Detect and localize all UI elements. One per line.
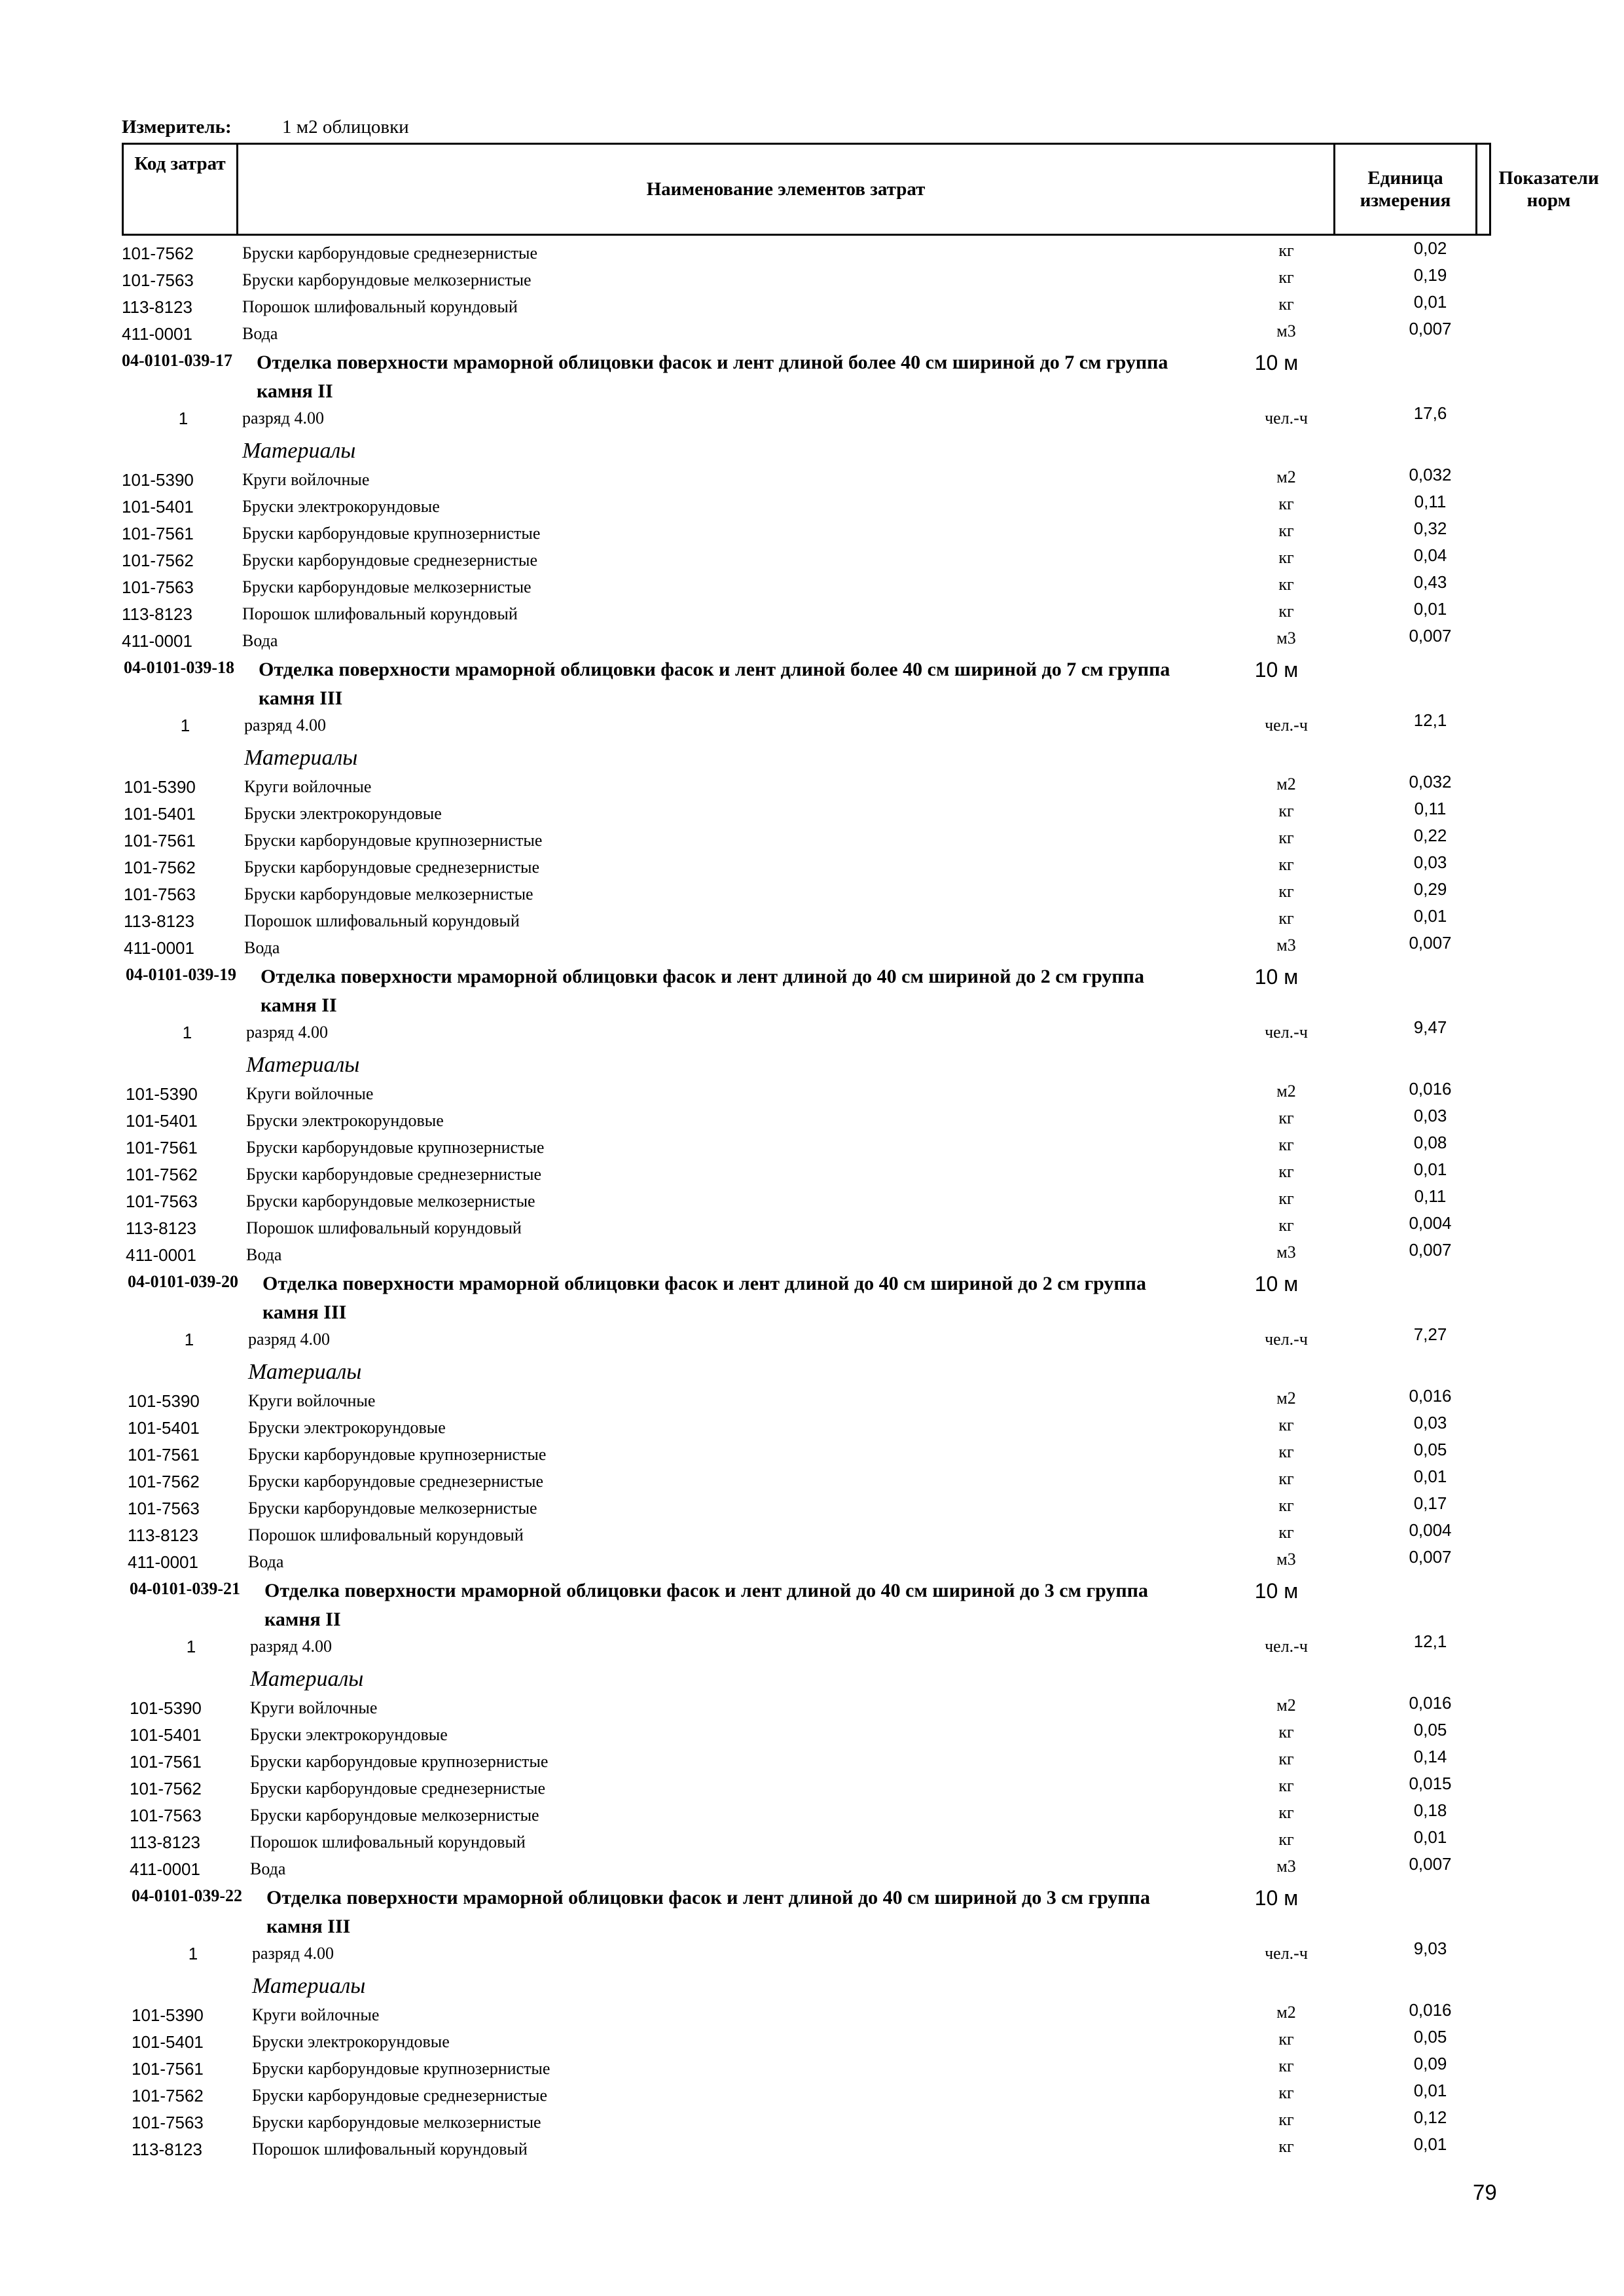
element-name: Вода: [250, 1859, 286, 1878]
element-name: Бруски карборундовые среднезернистые: [250, 1779, 546, 1798]
element-name: Бруски электрокорундовые: [246, 1111, 444, 1130]
element-name: Бруски карборундовые среднезернистые: [244, 858, 540, 877]
norm-value: 0,11: [1414, 1186, 1447, 1206]
cost-code: 113-8123: [122, 604, 192, 624]
element-name: Порошок шлифовальный корундовый: [242, 297, 518, 316]
norm-value: 0,32: [1413, 519, 1447, 538]
unit-of-measure: кг: [1278, 882, 1294, 901]
norm-value: 9,03: [1413, 1939, 1447, 1958]
norm-value: 0,05: [1413, 2027, 1447, 2047]
norm-value: 0,032: [1409, 772, 1452, 792]
norm-value: 0,01: [1413, 906, 1447, 926]
cost-code: 101-5390: [124, 777, 196, 797]
element-name: разряд 4.00: [252, 1944, 334, 1963]
norm-value: 0,09: [1413, 2054, 1447, 2073]
element-name: Бруски карборундовые крупнозернистые: [246, 1138, 545, 1157]
cost-code: 411-0001: [122, 324, 192, 344]
cost-code: 411-0001: [122, 631, 192, 651]
unit-of-measure: м3: [1276, 1550, 1296, 1569]
norm-value: 0,11: [1414, 492, 1447, 511]
header-norm: Показатели норм: [1498, 168, 1599, 211]
cost-code: 113-8123: [130, 1832, 200, 1852]
cost-code: 113-8123: [124, 911, 194, 931]
materials-heading: Материалы: [244, 746, 358, 770]
cost-code: 04-0101-039-17: [122, 351, 232, 370]
cost-code: 101-5390: [128, 1391, 200, 1411]
element-name: Бруски карборундовые мелкозернистые: [244, 884, 533, 903]
norm-value: 0,12: [1413, 2107, 1447, 2127]
materials-heading: Материалы: [252, 1974, 366, 1998]
unit-of-measure: кг: [1278, 268, 1294, 287]
element-name: Круги войлочные: [252, 2005, 380, 2024]
cost-code: 101-7562: [126, 1165, 198, 1184]
cost-code: 101-7561: [126, 1138, 198, 1157]
norm-value: 0,14: [1413, 1747, 1447, 1766]
unit-of-measure: м2: [1276, 1696, 1296, 1715]
element-name: Круги войлочные: [250, 1698, 378, 1717]
cost-code: 411-0001: [130, 1859, 200, 1879]
unit-of-measure: кг: [1278, 295, 1294, 314]
header-cost-code: Код затрат: [124, 145, 238, 234]
cost-code: 113-8123: [122, 297, 192, 317]
norm-value: 0,04: [1413, 545, 1447, 565]
norm-value: 0,007: [1409, 1547, 1452, 1567]
unit-of-measure: кг: [1278, 602, 1294, 621]
cost-code: 101-5401: [128, 1418, 200, 1438]
element-name: Вода: [242, 324, 278, 343]
element-name: Бруски электрокорундовые: [252, 2032, 450, 2051]
cost-code: 101-7562: [124, 858, 196, 877]
header-element-name: Наименование элементов затрат: [238, 145, 1335, 234]
element-name: Вода: [246, 1245, 282, 1264]
norm-value: 0,007: [1409, 1854, 1452, 1874]
cost-code: 1: [180, 716, 190, 735]
unit-of-measure: кг: [1278, 1749, 1294, 1768]
unit-of-measure: кг: [1278, 1496, 1294, 1515]
unit-of-measure: чел.-ч: [1265, 409, 1308, 428]
unit-of-measure: чел.-ч: [1265, 1637, 1308, 1656]
cost-code: 101-5401: [124, 804, 196, 824]
norm-value: 0,05: [1413, 1720, 1447, 1740]
cost-code: 101-7563: [128, 1499, 200, 1518]
element-name: Круги войлочные: [242, 470, 370, 489]
element-name: Бруски электрокорундовые: [242, 497, 440, 516]
cost-code: 101-7561: [130, 1752, 202, 1772]
cost-code: 1: [184, 1330, 194, 1349]
unit-of-measure: кг: [1278, 1135, 1294, 1154]
unit-of-measure: кг: [1278, 1108, 1294, 1127]
cost-code: 113-8123: [126, 1218, 196, 1238]
element-name: Бруски карборундовые мелкозернистые: [252, 2113, 541, 2132]
unit-of-measure: кг: [1278, 909, 1294, 928]
unit-of-measure: кг: [1278, 1803, 1294, 1822]
element-name: Бруски электрокорундовые: [244, 804, 442, 823]
element-name: Порошок шлифовальный корундовый: [248, 1525, 524, 1544]
unit-of-measure: 10 м: [1254, 351, 1299, 374]
norm-value: 0,17: [1413, 1493, 1447, 1513]
unit-of-measure: кг: [1278, 801, 1294, 820]
element-name: разряд 4.00: [248, 1330, 330, 1349]
norm-value: 0,015: [1409, 1774, 1452, 1793]
unit-of-measure: кг: [1278, 2030, 1294, 2049]
unit-of-measure: чел.-ч: [1265, 716, 1308, 735]
norm-value: 0,08: [1413, 1133, 1447, 1152]
unit-of-measure: 10 м: [1254, 965, 1299, 989]
unit-of-measure: кг: [1278, 1216, 1294, 1235]
element-name: Бруски карборундовые среднезернистые: [242, 244, 538, 263]
norm-value: 0,016: [1409, 1693, 1452, 1713]
cost-code: 101-7561: [128, 1445, 200, 1465]
unit-of-measure: кг: [1278, 1189, 1294, 1208]
norm-value: 0,19: [1413, 265, 1447, 285]
cost-code: 101-7562: [122, 244, 194, 263]
materials-heading: Материалы: [242, 439, 356, 463]
cost-code: 101-7561: [122, 524, 194, 543]
unit-of-measure: кг: [1278, 1523, 1294, 1542]
norm-value: 0,43: [1413, 572, 1447, 592]
norm-value: 9,47: [1413, 1017, 1447, 1037]
meter-value: 1 м2 облицовки: [282, 117, 409, 137]
norm-value: 0,01: [1413, 292, 1447, 312]
unit-of-measure: 10 м: [1254, 658, 1299, 682]
unit-of-measure: чел.-ч: [1265, 1023, 1308, 1042]
cost-code: 04-0101-039-20: [128, 1272, 238, 1291]
unit-of-measure: м2: [1276, 1389, 1296, 1408]
element-name: Отделка поверхности мраморной облицовки фасок и лент длиной до 40 см шириной до 3 см группа камня II: [264, 1580, 1148, 1630]
cost-code: 101-7563: [130, 1806, 202, 1825]
unit-of-measure: м3: [1276, 1243, 1296, 1262]
cost-code: 101-7563: [124, 884, 196, 904]
cost-code: 101-5401: [132, 2032, 204, 2052]
cost-code: 04-0101-039-21: [130, 1579, 240, 1598]
element-name: Бруски электрокорундовые: [248, 1418, 446, 1437]
norm-value: 0,03: [1413, 852, 1447, 872]
element-name: Бруски карборундовые среднезернистые: [248, 1472, 544, 1491]
unit-of-measure: кг: [1278, 575, 1294, 594]
norm-value: 7,27: [1413, 1324, 1447, 1344]
norm-value: 0,004: [1409, 1213, 1452, 1233]
element-name: разряд 4.00: [250, 1637, 332, 1656]
unit-of-measure: м3: [1276, 1857, 1296, 1876]
element-name: Бруски карборундовые мелкозернистые: [242, 577, 532, 596]
page-number: 79: [1473, 2180, 1497, 2204]
element-name: Вода: [244, 938, 280, 957]
element-name: Круги войлочные: [248, 1391, 376, 1410]
cost-code: 1: [182, 1023, 192, 1042]
norm-value: 0,03: [1413, 1413, 1447, 1432]
norm-value: 0,016: [1409, 1079, 1452, 1099]
cost-code: 101-7563: [126, 1192, 198, 1211]
element-name: Бруски карборундовые крупнозернистые: [250, 1752, 549, 1771]
unit-of-measure: 10 м: [1254, 1886, 1299, 1910]
norm-value: 0,22: [1413, 826, 1447, 845]
norm-value: 17,6: [1413, 403, 1447, 423]
materials-heading: Материалы: [250, 1667, 364, 1691]
unit-of-measure: кг: [1278, 548, 1294, 567]
element-name: Отделка поверхности мраморной облицовки фасок и лент длиной более 40 см шириной до 7 см группа камня II: [257, 352, 1168, 402]
unit-of-measure: м3: [1276, 321, 1296, 340]
cost-code: 1: [178, 409, 189, 428]
unit-of-measure: кг: [1278, 521, 1294, 540]
cost-code: 101-5390: [122, 470, 194, 490]
cost-code: 101-7562: [128, 1472, 200, 1491]
element-name: Бруски карборундовые среднезернистые: [242, 551, 538, 570]
meter-label: Измеритель:: [122, 117, 232, 137]
norm-value: 0,007: [1409, 933, 1452, 953]
element-name: Вода: [248, 1552, 284, 1571]
norm-value: 0,01: [1413, 2081, 1447, 2100]
norm-value: 0,01: [1413, 1159, 1447, 1179]
unit-of-measure: кг: [1278, 241, 1294, 260]
element-name: Бруски карборундовые среднезернистые: [252, 2086, 548, 2105]
norm-value: 0,007: [1409, 1240, 1452, 1260]
norm-value: 0,03: [1413, 1106, 1447, 1125]
cost-code: 04-0101-039-18: [124, 658, 234, 677]
unit-of-measure: м2: [1276, 467, 1296, 486]
unit-of-measure: кг: [1278, 1442, 1294, 1461]
norm-value: 0,29: [1413, 879, 1447, 899]
element-name: Бруски карборундовые крупнозернистые: [242, 524, 541, 543]
cost-code: 101-7561: [132, 2059, 204, 2079]
norm-value: 0,01: [1413, 1827, 1447, 1847]
cost-code: 101-5390: [132, 2005, 204, 2025]
norm-value: 0,016: [1409, 2000, 1452, 2020]
element-name: Отделка поверхности мраморной облицовки фасок и лент длиной до 40 см шириной до 2 см группа камня II: [261, 966, 1144, 1016]
unit-of-measure: кг: [1278, 2083, 1294, 2102]
unit-of-measure: кг: [1278, 1722, 1294, 1741]
element-name: Бруски карборундовые крупнозернистые: [248, 1445, 547, 1464]
cost-code: 113-8123: [128, 1525, 198, 1545]
unit-of-measure: м2: [1276, 2003, 1296, 2022]
element-name: Отделка поверхности мраморной облицовки фасок и лент длиной до 40 см шириной до 3 см группа камня III: [266, 1887, 1150, 1937]
materials-heading: Материалы: [248, 1360, 362, 1384]
unit-of-measure: м3: [1276, 629, 1296, 647]
cost-code: 101-5401: [130, 1725, 202, 1745]
element-name: Порошок шлифовальный корундовый: [246, 1218, 522, 1237]
cost-code: 101-7563: [132, 2113, 204, 2132]
cost-code: 101-5390: [130, 1698, 202, 1718]
cost-code: 1: [188, 1944, 198, 1963]
cost-code: 101-5390: [126, 1084, 198, 1104]
norm-value: 0,016: [1409, 1386, 1452, 1406]
unit-of-measure: кг: [1278, 1469, 1294, 1488]
cost-code: 101-5401: [126, 1111, 198, 1131]
cost-code: 101-7562: [122, 551, 194, 570]
header-unit: Единица измерения: [1335, 145, 1477, 234]
cost-code: 101-7563: [122, 577, 194, 597]
cost-code: 113-8123: [132, 2140, 202, 2159]
element-name: Порошок шлифовальный корундовый: [252, 2140, 528, 2159]
norm-value: 0,01: [1413, 599, 1447, 619]
norm-value: 0,007: [1409, 626, 1452, 646]
norm-value: 0,05: [1413, 1440, 1447, 1459]
unit-of-measure: м2: [1276, 1082, 1296, 1101]
element-name: Бруски карборундовые крупнозернистые: [244, 831, 543, 850]
element-name: Бруски карборундовые мелкозернистые: [246, 1192, 535, 1211]
unit-of-measure: кг: [1278, 1415, 1294, 1434]
element-name: Бруски карборундовые мелкозернистые: [250, 1806, 539, 1825]
norm-value: 0,02: [1413, 238, 1447, 258]
unit-of-measure: кг: [1278, 2137, 1294, 2156]
unit-of-measure: кг: [1278, 1162, 1294, 1181]
cost-code: 101-7563: [122, 270, 194, 290]
element-name: разряд 4.00: [246, 1023, 328, 1042]
unit-of-measure: кг: [1278, 855, 1294, 874]
element-name: разряд 4.00: [242, 409, 324, 428]
unit-of-measure: кг: [1278, 2110, 1294, 2129]
element-name: Круги войлочные: [246, 1084, 374, 1103]
element-name: Порошок шлифовальный корундовый: [242, 604, 518, 623]
norm-value: 0,01: [1413, 1467, 1447, 1486]
element-name: Порошок шлифовальный корундовый: [250, 1832, 526, 1851]
cost-code: 101-7562: [130, 1779, 202, 1798]
unit-of-measure: кг: [1278, 2056, 1294, 2075]
unit-of-measure: кг: [1278, 494, 1294, 513]
element-name: Круги войлочные: [244, 777, 372, 796]
unit-of-measure: м2: [1276, 774, 1296, 793]
norm-value: 0,01: [1413, 2134, 1447, 2154]
unit-of-measure: м3: [1276, 936, 1296, 955]
norm-value: 0,004: [1409, 1520, 1452, 1540]
norm-value: 12,1: [1413, 1631, 1447, 1651]
unit-of-measure: чел.-ч: [1265, 1944, 1308, 1963]
cost-code: 101-7562: [132, 2086, 204, 2105]
norm-value: 0,032: [1409, 465, 1452, 484]
norm-value: 0,007: [1409, 319, 1452, 338]
norm-value: 0,11: [1414, 799, 1447, 818]
unit-of-measure: кг: [1278, 1830, 1294, 1849]
cost-code: 411-0001: [124, 938, 194, 958]
unit-of-measure: чел.-ч: [1265, 1330, 1308, 1349]
element-name: разряд 4.00: [244, 716, 326, 735]
element-name: Порошок шлифовальный корундовый: [244, 911, 520, 930]
norm-value: 0,18: [1413, 1800, 1447, 1820]
unit-of-measure: 10 м: [1254, 1272, 1299, 1296]
cost-code: 101-5401: [122, 497, 194, 517]
cost-code: 04-0101-039-22: [132, 1886, 242, 1905]
unit-of-measure: кг: [1278, 1776, 1294, 1795]
unit-of-measure: кг: [1278, 828, 1294, 847]
materials-heading: Материалы: [246, 1053, 360, 1077]
element-name: Бруски карборундовые мелкозернистые: [248, 1499, 537, 1518]
cost-code: 1: [186, 1637, 196, 1656]
element-name: Бруски карборундовые среднезернистые: [246, 1165, 542, 1184]
norm-value: 12,1: [1413, 710, 1447, 730]
element-name: Вода: [242, 631, 278, 650]
cost-code: 411-0001: [128, 1552, 198, 1572]
element-name: Бруски электрокорундовые: [250, 1725, 448, 1744]
cost-code: 101-7561: [124, 831, 196, 850]
cost-code: 04-0101-039-19: [126, 965, 236, 984]
element-name: Отделка поверхности мраморной облицовки фасок и лент длиной до 40 см шириной до 2 см группа камня III: [262, 1273, 1146, 1323]
unit-of-measure: 10 м: [1254, 1579, 1299, 1603]
element-name: Отделка поверхности мраморной облицовки фасок и лент длиной более 40 см шириной до 7 см группа камня III: [259, 659, 1170, 709]
element-name: Бруски карборундовые крупнозернистые: [252, 2059, 550, 2078]
cost-code: 411-0001: [126, 1245, 196, 1265]
element-name: Бруски карборундовые мелкозернистые: [242, 270, 532, 289]
